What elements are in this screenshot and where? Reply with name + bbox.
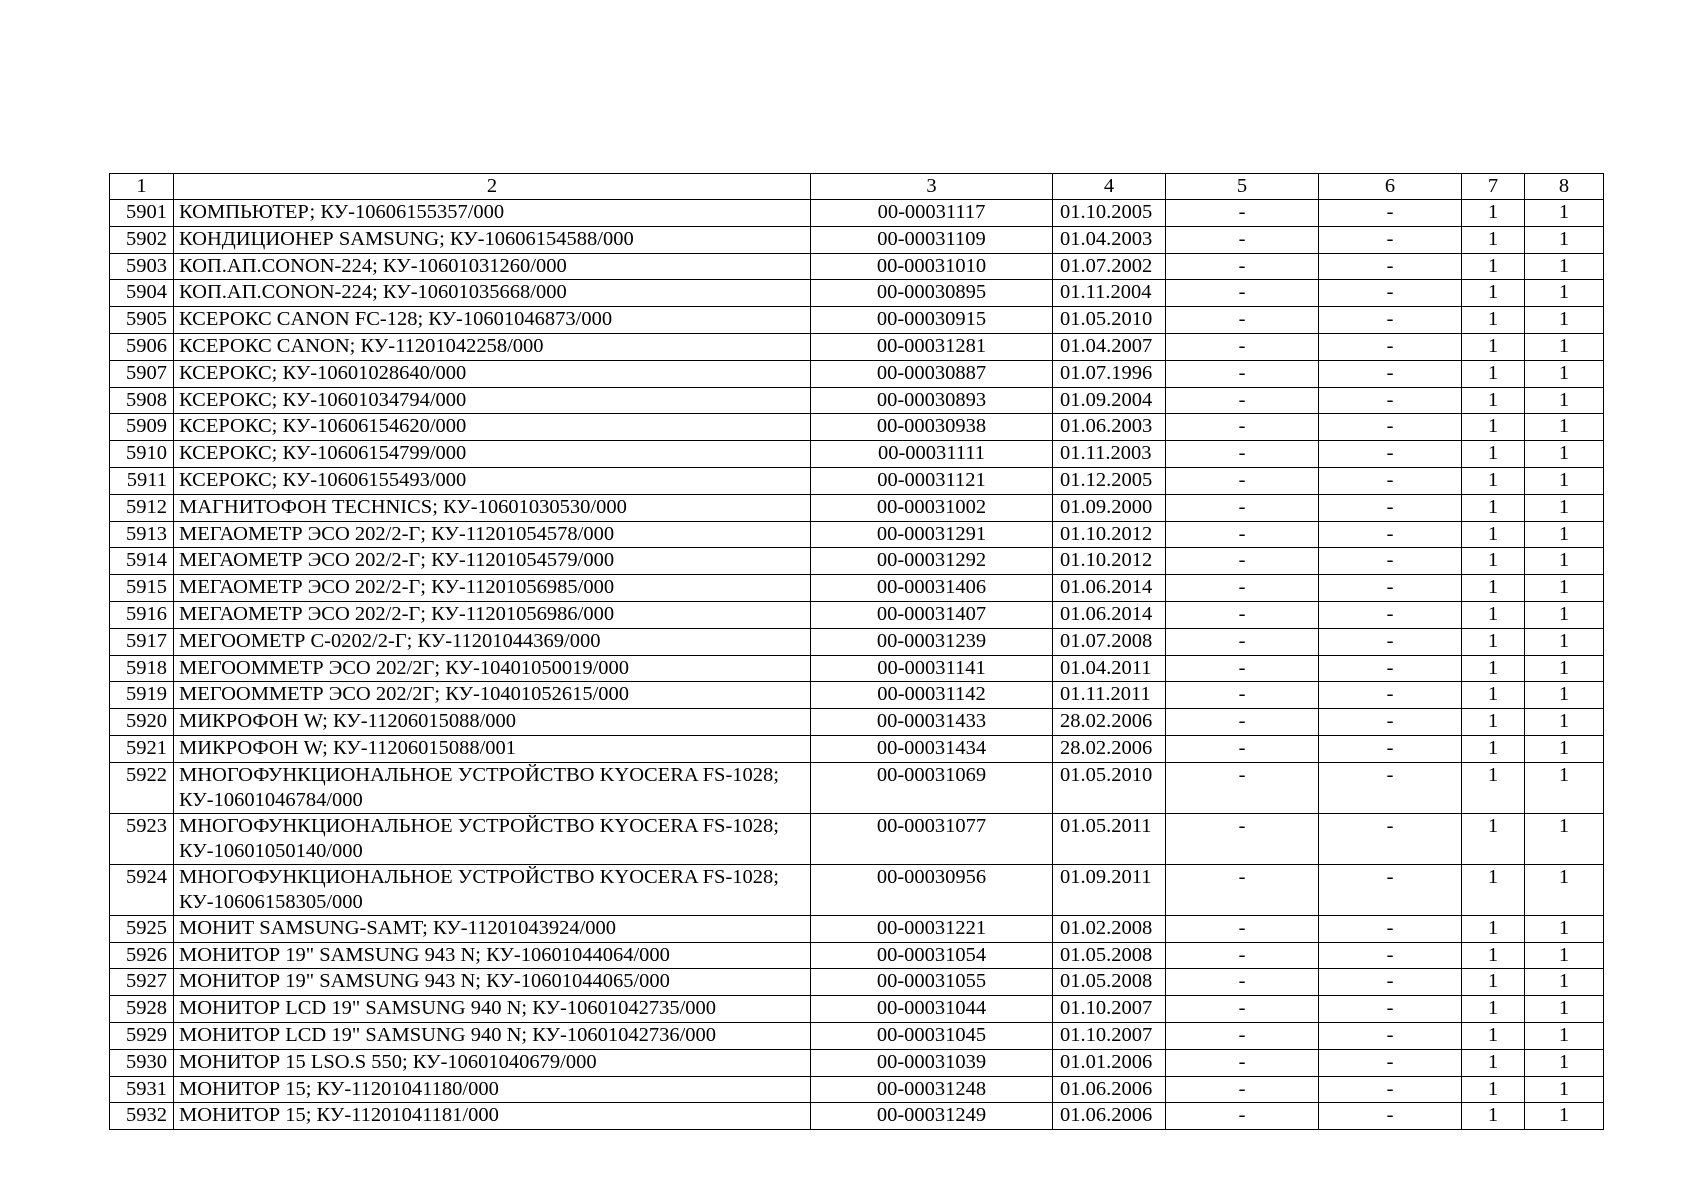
col8-value: 1 bbox=[1525, 387, 1604, 414]
inventory-number: 00-00031239 bbox=[811, 628, 1053, 655]
table-row bbox=[110, 996, 1604, 1023]
col7-value: 1 bbox=[1462, 709, 1525, 736]
table-row bbox=[110, 333, 1604, 360]
date: 01.10.2007 bbox=[1053, 996, 1166, 1023]
col7-value: 1 bbox=[1462, 226, 1525, 253]
col5-value: - bbox=[1166, 1103, 1319, 1130]
col8-value: 1 bbox=[1525, 709, 1604, 736]
inventory-number: 00-00031221 bbox=[811, 915, 1053, 942]
inventory-number: 00-00031434 bbox=[811, 735, 1053, 762]
inventory-number: 00-00031141 bbox=[811, 655, 1053, 682]
col8-value: 1 bbox=[1525, 467, 1604, 494]
col7-value: 1 bbox=[1462, 1103, 1525, 1130]
col6-value: - bbox=[1319, 709, 1462, 736]
row-number: 5902 bbox=[110, 226, 174, 253]
column-header-5: 5 bbox=[1166, 174, 1319, 200]
col6-value: - bbox=[1319, 280, 1462, 307]
date: 01.10.2012 bbox=[1053, 521, 1166, 548]
date: 01.06.2006 bbox=[1053, 1076, 1166, 1103]
row-number: 5905 bbox=[110, 307, 174, 334]
table-row bbox=[110, 1076, 1604, 1103]
inventory-number: 00-00031055 bbox=[811, 969, 1053, 996]
row-number: 5904 bbox=[110, 280, 174, 307]
item-name: МАГНИТОФОН TECHNICS; КУ-10601030530/000 bbox=[174, 494, 811, 521]
col5-value: - bbox=[1166, 253, 1319, 280]
inventory-number: 00-00030915 bbox=[811, 307, 1053, 334]
col5-value: - bbox=[1166, 521, 1319, 548]
col7-value: 1 bbox=[1462, 307, 1525, 334]
col8-value: 1 bbox=[1525, 575, 1604, 602]
col5-value: - bbox=[1166, 360, 1319, 387]
col8-value: 1 bbox=[1525, 969, 1604, 996]
inventory-number: 00-00031248 bbox=[811, 1076, 1053, 1103]
col6-value: - bbox=[1319, 307, 1462, 334]
row-number: 5916 bbox=[110, 601, 174, 628]
item-name: МИКРОФОН W; КУ-11206015088/000 bbox=[174, 709, 811, 736]
col7-value: 1 bbox=[1462, 813, 1525, 864]
row-number: 5915 bbox=[110, 575, 174, 602]
item-name: МЕГАОМЕТР ЭСО 202/2-Г; КУ-11201054579/000 bbox=[174, 548, 811, 575]
item-name: МЕГАОМЕТР ЭСО 202/2-Г; КУ-11201056985/000 bbox=[174, 575, 811, 602]
inventory-number: 00-00030895 bbox=[811, 280, 1053, 307]
col6-value: - bbox=[1319, 575, 1462, 602]
table-row bbox=[110, 762, 1604, 813]
table-row bbox=[110, 226, 1604, 253]
date: 01.05.2011 bbox=[1053, 813, 1166, 864]
inventory-number: 00-00031142 bbox=[811, 682, 1053, 709]
col7-value: 1 bbox=[1462, 969, 1525, 996]
item-name: КСЕРОКС; КУ-10606155493/000 bbox=[174, 467, 811, 494]
inventory-number: 00-00031010 bbox=[811, 253, 1053, 280]
table-row bbox=[110, 200, 1604, 227]
col5-value: - bbox=[1166, 307, 1319, 334]
item-name: КОП.АП.CONON-224; КУ-10601031260/000 bbox=[174, 253, 811, 280]
row-number: 5925 bbox=[110, 915, 174, 942]
inventory-number: 00-00031002 bbox=[811, 494, 1053, 521]
col8-value: 1 bbox=[1525, 1022, 1604, 1049]
inventory-number: 00-00031117 bbox=[811, 200, 1053, 227]
col6-value: - bbox=[1319, 548, 1462, 575]
col8-value: 1 bbox=[1525, 996, 1604, 1023]
inventory-number: 00-00031121 bbox=[811, 467, 1053, 494]
date: 01.09.2011 bbox=[1053, 864, 1166, 915]
table-row bbox=[110, 494, 1604, 521]
date: 01.06.2006 bbox=[1053, 1103, 1166, 1130]
table-row bbox=[110, 521, 1604, 548]
row-number: 5932 bbox=[110, 1103, 174, 1130]
date: 01.11.2011 bbox=[1053, 682, 1166, 709]
col8-value: 1 bbox=[1525, 521, 1604, 548]
row-number: 5913 bbox=[110, 521, 174, 548]
item-name: КОНДИЦИОНЕР SAMSUNG; КУ-10606154588/000 bbox=[174, 226, 811, 253]
col7-value: 1 bbox=[1462, 387, 1525, 414]
col6-value: - bbox=[1319, 969, 1462, 996]
col6-value: - bbox=[1319, 333, 1462, 360]
table-row bbox=[110, 813, 1604, 864]
item-name: МЕГООМЕТР С-0202/2-Г; КУ-11201044369/000 bbox=[174, 628, 811, 655]
col7-value: 1 bbox=[1462, 575, 1525, 602]
col7-value: 1 bbox=[1462, 360, 1525, 387]
item-name: КСЕРОКС; КУ-10601028640/000 bbox=[174, 360, 811, 387]
col8-value: 1 bbox=[1525, 942, 1604, 969]
date: 01.07.2008 bbox=[1053, 628, 1166, 655]
table-row bbox=[110, 387, 1604, 414]
col5-value: - bbox=[1166, 813, 1319, 864]
col6-value: - bbox=[1319, 1049, 1462, 1076]
item-name: МНОГОФУНКЦИОНАЛЬНОЕ УСТРОЙСТВО KYOCERA FS-1028; КУ-10606158305/000 bbox=[174, 864, 811, 915]
date: 01.01.2006 bbox=[1053, 1049, 1166, 1076]
date: 01.04.2003 bbox=[1053, 226, 1166, 253]
table-row bbox=[110, 942, 1604, 969]
col5-value: - bbox=[1166, 387, 1319, 414]
col5-value: - bbox=[1166, 864, 1319, 915]
column-header-7: 7 bbox=[1462, 174, 1525, 200]
col7-value: 1 bbox=[1462, 414, 1525, 441]
col7-value: 1 bbox=[1462, 333, 1525, 360]
inventory-table bbox=[109, 173, 1604, 1130]
col7-value: 1 bbox=[1462, 655, 1525, 682]
col6-value: - bbox=[1319, 253, 1462, 280]
table-row bbox=[110, 655, 1604, 682]
col6-value: - bbox=[1319, 864, 1462, 915]
col6-value: - bbox=[1319, 682, 1462, 709]
col5-value: - bbox=[1166, 467, 1319, 494]
col8-value: 1 bbox=[1525, 682, 1604, 709]
item-name: КСЕРОКС; КУ-10606154620/000 bbox=[174, 414, 811, 441]
item-name: МОНИТОР 19" SAMSUNG 943 N; КУ-10601044064/000 bbox=[174, 942, 811, 969]
table-row bbox=[110, 1103, 1604, 1130]
date: 01.09.2000 bbox=[1053, 494, 1166, 521]
row-number: 5919 bbox=[110, 682, 174, 709]
inventory-number: 00-00031281 bbox=[811, 333, 1053, 360]
col8-value: 1 bbox=[1525, 601, 1604, 628]
date: 01.02.2008 bbox=[1053, 915, 1166, 942]
col8-value: 1 bbox=[1525, 548, 1604, 575]
date: 01.04.2007 bbox=[1053, 333, 1166, 360]
inventory-number: 00-00031292 bbox=[811, 548, 1053, 575]
table-row bbox=[110, 1022, 1604, 1049]
row-number: 5903 bbox=[110, 253, 174, 280]
table-row bbox=[110, 601, 1604, 628]
item-name: МОНИТОР 15; КУ-11201041181/000 bbox=[174, 1103, 811, 1130]
item-name: МНОГОФУНКЦИОНАЛЬНОЕ УСТРОЙСТВО KYOCERA FS-1028; КУ-10601046784/000 bbox=[174, 762, 811, 813]
item-name: КОМПЬЮТЕР; КУ-10606155357/000 bbox=[174, 200, 811, 227]
inventory-number: 00-00031045 bbox=[811, 1022, 1053, 1049]
date: 01.10.2007 bbox=[1053, 1022, 1166, 1049]
date: 01.07.2002 bbox=[1053, 253, 1166, 280]
table-row bbox=[110, 467, 1604, 494]
table-row bbox=[110, 864, 1604, 915]
row-number: 5912 bbox=[110, 494, 174, 521]
col8-value: 1 bbox=[1525, 1076, 1604, 1103]
column-header-4: 4 bbox=[1053, 174, 1166, 200]
inventory-number: 00-00031407 bbox=[811, 601, 1053, 628]
inventory-number: 00-00031291 bbox=[811, 521, 1053, 548]
row-number: 5926 bbox=[110, 942, 174, 969]
col5-value: - bbox=[1166, 942, 1319, 969]
row-number: 5909 bbox=[110, 414, 174, 441]
col6-value: - bbox=[1319, 494, 1462, 521]
col8-value: 1 bbox=[1525, 441, 1604, 468]
col7-value: 1 bbox=[1462, 1022, 1525, 1049]
date: 28.02.2006 bbox=[1053, 709, 1166, 736]
col6-value: - bbox=[1319, 655, 1462, 682]
table-row bbox=[110, 969, 1604, 996]
col8-value: 1 bbox=[1525, 628, 1604, 655]
col7-value: 1 bbox=[1462, 1049, 1525, 1076]
table-row bbox=[110, 548, 1604, 575]
col6-value: - bbox=[1319, 735, 1462, 762]
inventory-number: 00-00030893 bbox=[811, 387, 1053, 414]
table-row bbox=[110, 575, 1604, 602]
col6-value: - bbox=[1319, 521, 1462, 548]
row-number: 5917 bbox=[110, 628, 174, 655]
inventory-number: 00-00030887 bbox=[811, 360, 1053, 387]
table-row bbox=[110, 735, 1604, 762]
col5-value: - bbox=[1166, 548, 1319, 575]
col5-value: - bbox=[1166, 709, 1319, 736]
inventory-number: 00-00031069 bbox=[811, 762, 1053, 813]
column-header-6: 6 bbox=[1319, 174, 1462, 200]
row-number: 5918 bbox=[110, 655, 174, 682]
col7-value: 1 bbox=[1462, 200, 1525, 227]
date: 01.10.2005 bbox=[1053, 200, 1166, 227]
inventory-number: 00-00031111 bbox=[811, 441, 1053, 468]
item-name: КСЕРОКС CANON; КУ-11201042258/000 bbox=[174, 333, 811, 360]
col7-value: 1 bbox=[1462, 942, 1525, 969]
table-row bbox=[110, 253, 1604, 280]
col8-value: 1 bbox=[1525, 1049, 1604, 1076]
col7-value: 1 bbox=[1462, 735, 1525, 762]
col5-value: - bbox=[1166, 655, 1319, 682]
col6-value: - bbox=[1319, 996, 1462, 1023]
date: 01.10.2012 bbox=[1053, 548, 1166, 575]
col5-value: - bbox=[1166, 414, 1319, 441]
col5-value: - bbox=[1166, 762, 1319, 813]
inventory-number: 00-00030956 bbox=[811, 864, 1053, 915]
col8-value: 1 bbox=[1525, 253, 1604, 280]
item-name: МОНИТОР LCD 19" SAMSUNG 940 N; КУ-10601042735/000 bbox=[174, 996, 811, 1023]
col5-value: - bbox=[1166, 575, 1319, 602]
date: 01.11.2004 bbox=[1053, 280, 1166, 307]
col6-value: - bbox=[1319, 467, 1462, 494]
date: 01.12.2005 bbox=[1053, 467, 1166, 494]
table-row bbox=[110, 628, 1604, 655]
col8-value: 1 bbox=[1525, 735, 1604, 762]
col5-value: - bbox=[1166, 628, 1319, 655]
row-number: 5907 bbox=[110, 360, 174, 387]
inventory-number: 00-00031433 bbox=[811, 709, 1053, 736]
item-name: КСЕРОКС; КУ-10601034794/000 bbox=[174, 387, 811, 414]
col5-value: - bbox=[1166, 494, 1319, 521]
table-row bbox=[110, 682, 1604, 709]
col5-value: - bbox=[1166, 915, 1319, 942]
col8-value: 1 bbox=[1525, 813, 1604, 864]
col5-value: - bbox=[1166, 996, 1319, 1023]
item-name: МЕГООММЕТР ЭСО 202/2Г; КУ-10401050019/000 bbox=[174, 655, 811, 682]
inventory-number: 00-00031249 bbox=[811, 1103, 1053, 1130]
inventory-number: 00-00031054 bbox=[811, 942, 1053, 969]
col6-value: - bbox=[1319, 1103, 1462, 1130]
col8-value: 1 bbox=[1525, 915, 1604, 942]
col7-value: 1 bbox=[1462, 467, 1525, 494]
row-number: 5921 bbox=[110, 735, 174, 762]
col8-value: 1 bbox=[1525, 333, 1604, 360]
row-number: 5923 bbox=[110, 813, 174, 864]
row-number: 5927 bbox=[110, 969, 174, 996]
col7-value: 1 bbox=[1462, 682, 1525, 709]
col6-value: - bbox=[1319, 601, 1462, 628]
col6-value: - bbox=[1319, 226, 1462, 253]
col7-value: 1 bbox=[1462, 280, 1525, 307]
col7-value: 1 bbox=[1462, 441, 1525, 468]
col5-value: - bbox=[1166, 226, 1319, 253]
col6-value: - bbox=[1319, 813, 1462, 864]
col8-value: 1 bbox=[1525, 414, 1604, 441]
col7-value: 1 bbox=[1462, 601, 1525, 628]
row-number: 5920 bbox=[110, 709, 174, 736]
col5-value: - bbox=[1166, 969, 1319, 996]
item-name: МНОГОФУНКЦИОНАЛЬНОЕ УСТРОЙСТВО KYOCERA FS-1028; КУ-10601050140/000 bbox=[174, 813, 811, 864]
date: 01.09.2004 bbox=[1053, 387, 1166, 414]
item-name: КСЕРОКС; КУ-10606154799/000 bbox=[174, 441, 811, 468]
row-number: 5924 bbox=[110, 864, 174, 915]
col6-value: - bbox=[1319, 942, 1462, 969]
date: 01.05.2010 bbox=[1053, 762, 1166, 813]
col5-value: - bbox=[1166, 682, 1319, 709]
table-row bbox=[110, 441, 1604, 468]
row-number: 5929 bbox=[110, 1022, 174, 1049]
item-name: МОНИТОР 15 LSO.S 550; КУ-10601040679/000 bbox=[174, 1049, 811, 1076]
item-name: КОП.АП.CONON-224; КУ-10601035668/000 bbox=[174, 280, 811, 307]
table-row bbox=[110, 280, 1604, 307]
column-header-8: 8 bbox=[1525, 174, 1604, 200]
item-name: МОНИТОР LCD 19" SAMSUNG 940 N; КУ-10601042736/000 bbox=[174, 1022, 811, 1049]
col5-value: - bbox=[1166, 1049, 1319, 1076]
col6-value: - bbox=[1319, 441, 1462, 468]
column-header-row bbox=[110, 174, 1604, 200]
col7-value: 1 bbox=[1462, 762, 1525, 813]
table-row bbox=[110, 915, 1604, 942]
col5-value: - bbox=[1166, 200, 1319, 227]
row-number: 5906 bbox=[110, 333, 174, 360]
row-number: 5908 bbox=[110, 387, 174, 414]
inventory-number: 00-00031406 bbox=[811, 575, 1053, 602]
date: 28.02.2006 bbox=[1053, 735, 1166, 762]
column-header-3: 3 bbox=[811, 174, 1053, 200]
inventory-number: 00-00031044 bbox=[811, 996, 1053, 1023]
row-number: 5922 bbox=[110, 762, 174, 813]
date: 01.05.2008 bbox=[1053, 942, 1166, 969]
item-name: МЕГАОМЕТР ЭСО 202/2-Г; КУ-11201054578/000 bbox=[174, 521, 811, 548]
col5-value: - bbox=[1166, 333, 1319, 360]
col5-value: - bbox=[1166, 1022, 1319, 1049]
row-number: 5911 bbox=[110, 467, 174, 494]
row-number: 5930 bbox=[110, 1049, 174, 1076]
col5-value: - bbox=[1166, 280, 1319, 307]
col6-value: - bbox=[1319, 200, 1462, 227]
col8-value: 1 bbox=[1525, 655, 1604, 682]
col7-value: 1 bbox=[1462, 494, 1525, 521]
column-header-1: 1 bbox=[110, 174, 174, 200]
col7-value: 1 bbox=[1462, 864, 1525, 915]
table-row bbox=[110, 414, 1604, 441]
col8-value: 1 bbox=[1525, 360, 1604, 387]
col8-value: 1 bbox=[1525, 1103, 1604, 1130]
col6-value: - bbox=[1319, 762, 1462, 813]
date: 01.05.2010 bbox=[1053, 307, 1166, 334]
date: 01.06.2014 bbox=[1053, 575, 1166, 602]
item-name: МЕГООММЕТР ЭСО 202/2Г; КУ-10401052615/000 bbox=[174, 682, 811, 709]
col8-value: 1 bbox=[1525, 226, 1604, 253]
item-name: МЕГАОМЕТР ЭСО 202/2-Г; КУ-11201056986/000 bbox=[174, 601, 811, 628]
date: 01.04.2011 bbox=[1053, 655, 1166, 682]
row-number: 5910 bbox=[110, 441, 174, 468]
inventory-number: 00-00031077 bbox=[811, 813, 1053, 864]
row-number: 5928 bbox=[110, 996, 174, 1023]
col8-value: 1 bbox=[1525, 307, 1604, 334]
col6-value: - bbox=[1319, 628, 1462, 655]
col6-value: - bbox=[1319, 387, 1462, 414]
col8-value: 1 bbox=[1525, 864, 1604, 915]
table-row bbox=[110, 307, 1604, 334]
item-name: КСЕРОКС CANON FC-128; КУ-10601046873/000 bbox=[174, 307, 811, 334]
row-number: 5931 bbox=[110, 1076, 174, 1103]
col7-value: 1 bbox=[1462, 1076, 1525, 1103]
inventory-number: 00-00031109 bbox=[811, 226, 1053, 253]
table-row bbox=[110, 709, 1604, 736]
table-row bbox=[110, 360, 1604, 387]
col8-value: 1 bbox=[1525, 280, 1604, 307]
date: 01.11.2003 bbox=[1053, 441, 1166, 468]
table-body bbox=[110, 200, 1604, 1130]
col6-value: - bbox=[1319, 915, 1462, 942]
col5-value: - bbox=[1166, 601, 1319, 628]
col7-value: 1 bbox=[1462, 996, 1525, 1023]
date: 01.07.1996 bbox=[1053, 360, 1166, 387]
col7-value: 1 bbox=[1462, 548, 1525, 575]
inventory-number: 00-00030938 bbox=[811, 414, 1053, 441]
date: 01.06.2014 bbox=[1053, 601, 1166, 628]
col6-value: - bbox=[1319, 1076, 1462, 1103]
item-name: МОНИТОР 15; КУ-11201041180/000 bbox=[174, 1076, 811, 1103]
table-row bbox=[110, 1049, 1604, 1076]
col6-value: - bbox=[1319, 360, 1462, 387]
col7-value: 1 bbox=[1462, 628, 1525, 655]
col6-value: - bbox=[1319, 1022, 1462, 1049]
column-header-2: 2 bbox=[174, 174, 811, 200]
col5-value: - bbox=[1166, 441, 1319, 468]
col8-value: 1 bbox=[1525, 494, 1604, 521]
row-number: 5914 bbox=[110, 548, 174, 575]
item-name: МОНИТОР 19" SAMSUNG 943 N; КУ-10601044065/000 bbox=[174, 969, 811, 996]
col5-value: - bbox=[1166, 1076, 1319, 1103]
col7-value: 1 bbox=[1462, 521, 1525, 548]
date: 01.05.2008 bbox=[1053, 969, 1166, 996]
col7-value: 1 bbox=[1462, 915, 1525, 942]
row-number: 5901 bbox=[110, 200, 174, 227]
item-name: МИКРОФОН W; КУ-11206015088/001 bbox=[174, 735, 811, 762]
col8-value: 1 bbox=[1525, 200, 1604, 227]
item-name: МОНИТ SAMSUNG-SAMT; КУ-11201043924/000 bbox=[174, 915, 811, 942]
inventory-number: 00-00031039 bbox=[811, 1049, 1053, 1076]
date: 01.06.2003 bbox=[1053, 414, 1166, 441]
col8-value: 1 bbox=[1525, 762, 1604, 813]
col6-value: - bbox=[1319, 414, 1462, 441]
col5-value: - bbox=[1166, 735, 1319, 762]
col7-value: 1 bbox=[1462, 253, 1525, 280]
